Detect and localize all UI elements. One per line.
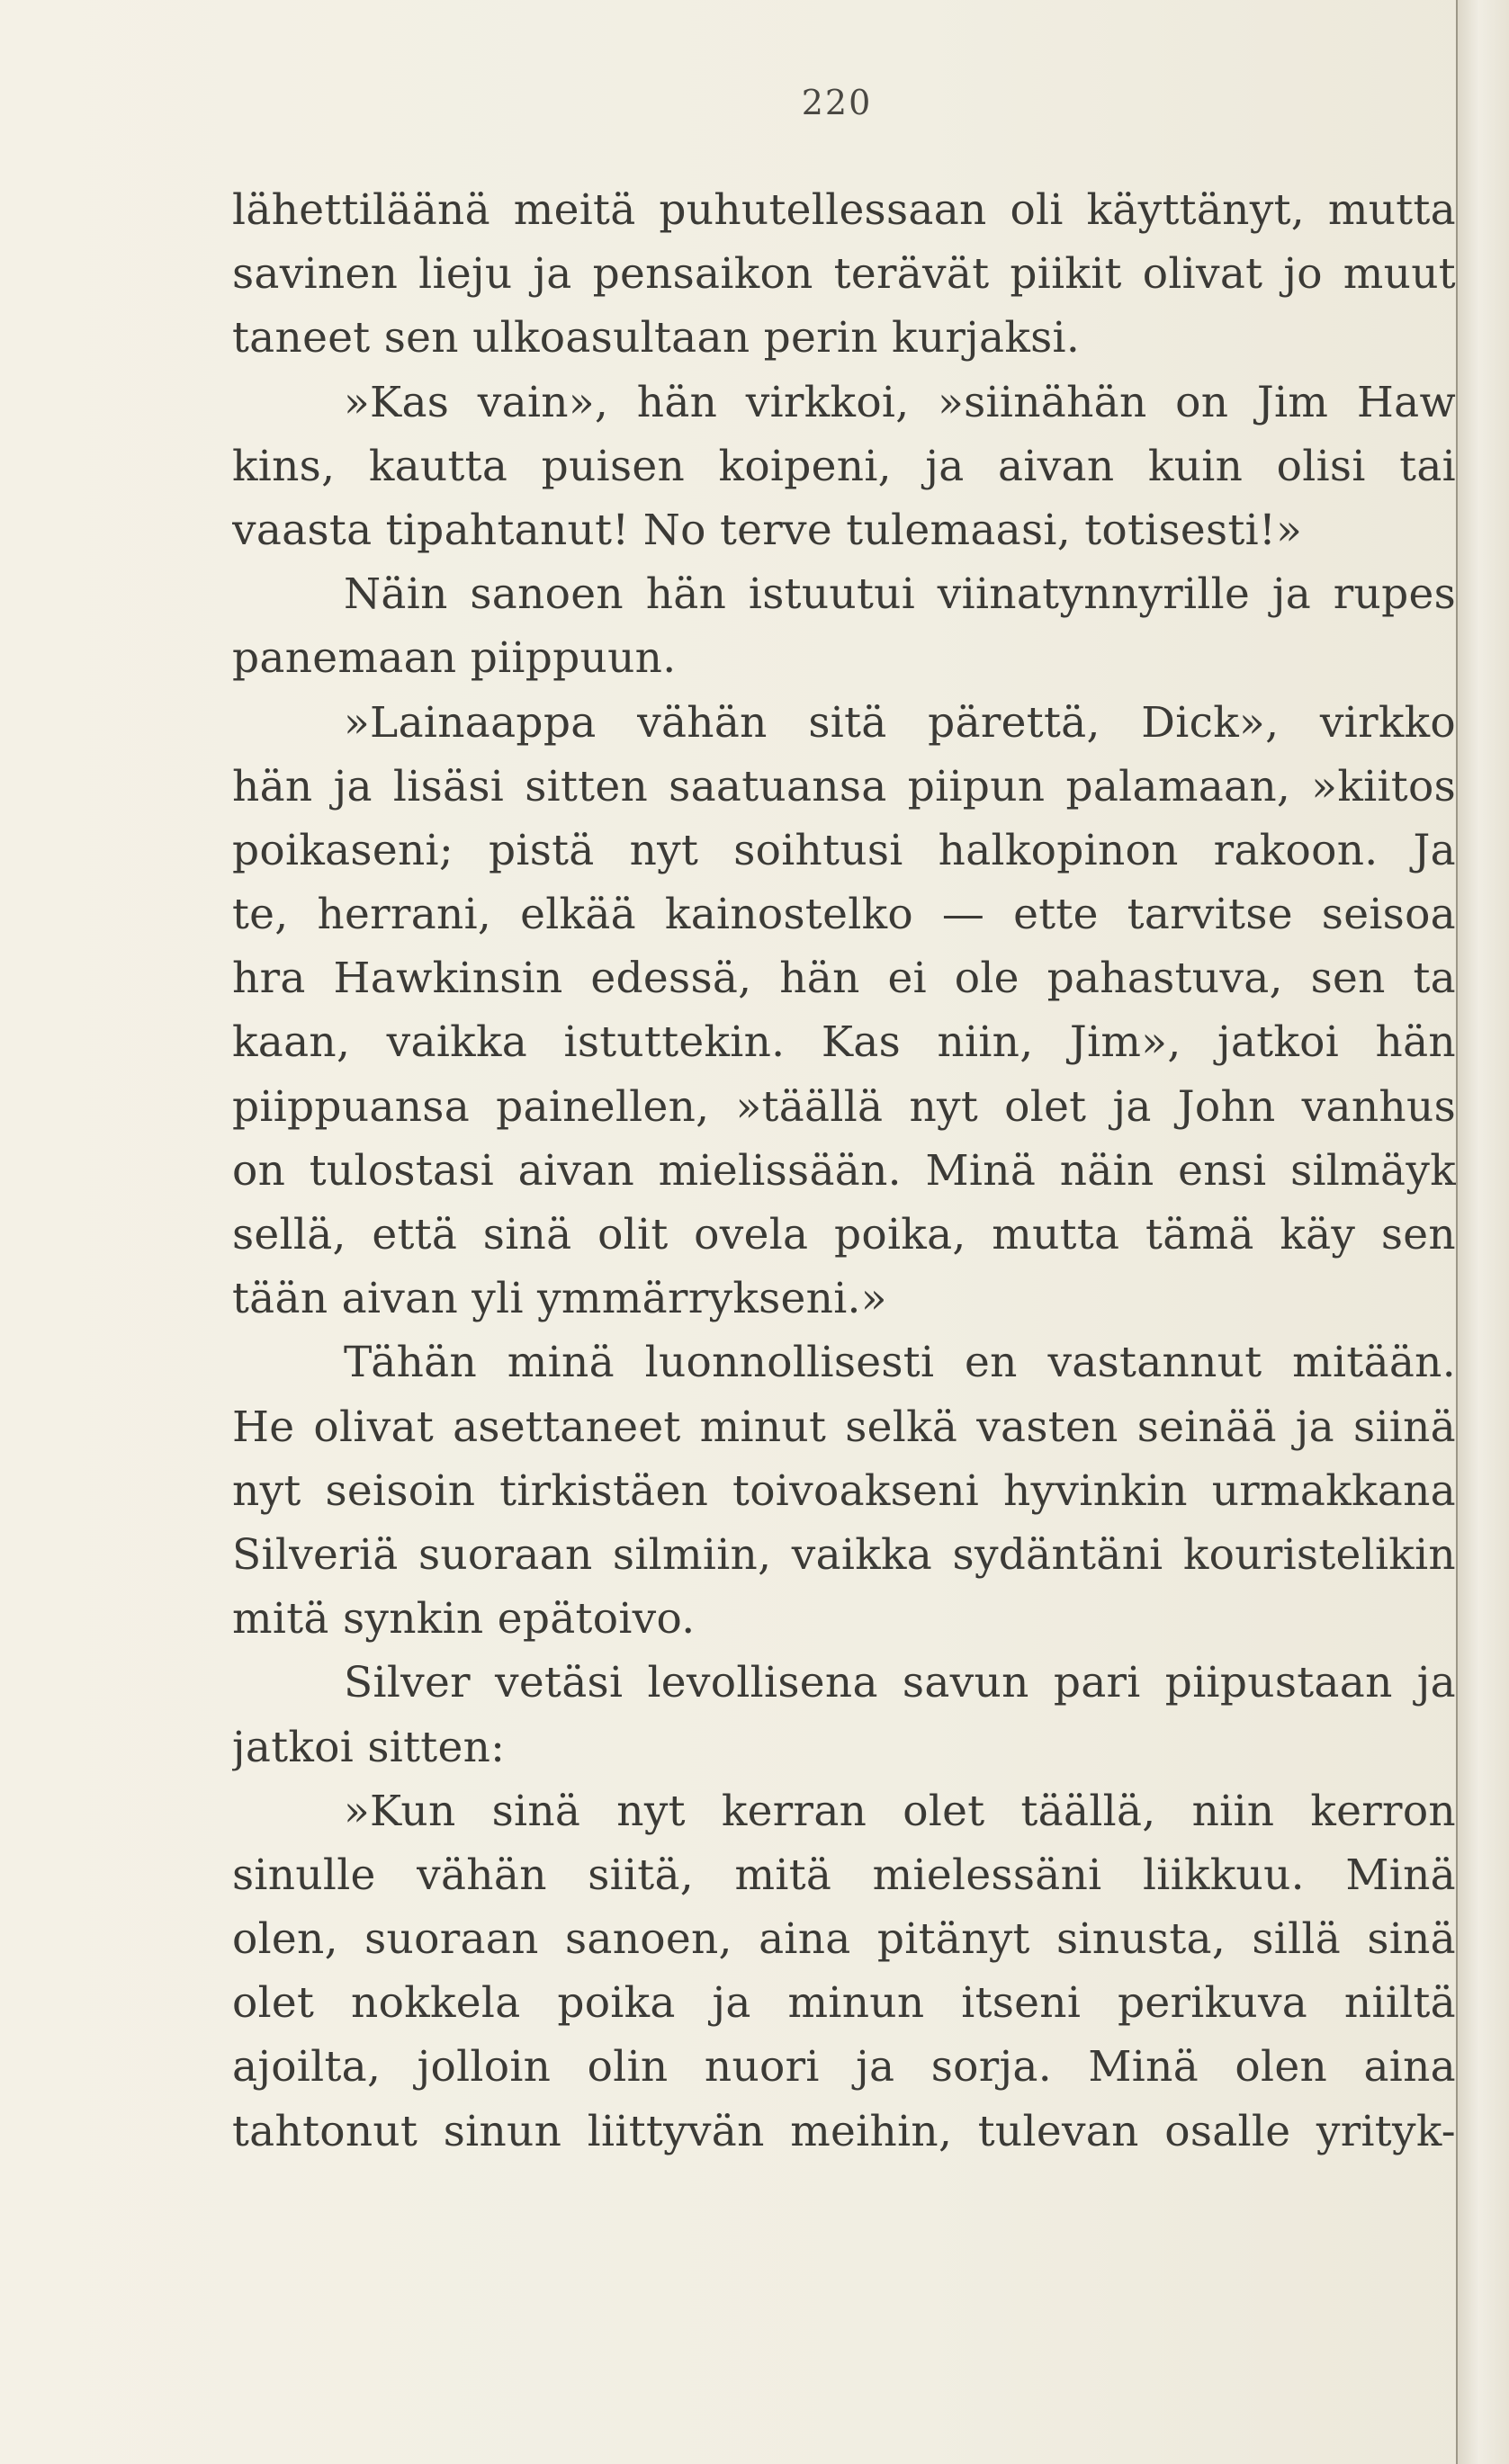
text-line: hra Hawkinsin edessä, hän ei ole pahastuva, sen ta <box>232 954 1456 1004</box>
text-line: tään aivan yli ymmärrykseni.» <box>232 1274 887 1324</box>
text-line: hän ja lisäsi sitten saatuansa piipun palamaan, »kiitos <box>232 761 1456 811</box>
text-line: Tähän minä luonnollisesti en vastannut mitään. <box>344 1338 1456 1388</box>
text-line: Silveriä suoraan silmiin, vaikka sydäntäni kouristelikin <box>232 1529 1456 1580</box>
text-line: »Kun sinä nyt kerran olet täällä, niin kerron <box>344 1786 1456 1836</box>
text-line: savinen lieju ja pensaikon terävät piikit olivat jo muut <box>232 249 1456 300</box>
text-line: poikaseni; pistä nyt soihtusi halkopinon rakoon. Ja <box>232 825 1456 875</box>
text-line: kaan, vaikka istuttekin. Kas niin, Jim», jatkoi hän <box>232 1017 1456 1068</box>
body-text <box>232 178 1456 2164</box>
text-line: olet nokkela poika ja minun itseni perikuva niiltä <box>232 1978 1456 2029</box>
text-line: »Kas vain», hän virkkoi, »siinähän on Jim Haw <box>344 377 1456 427</box>
text-line: on tulostasi aivan mielissään. Minä näin ensi silmäyk <box>232 1145 1456 1196</box>
text-line: sinulle vähän siitä, mitä mielessäni liikkuu. Minä <box>232 1850 1456 1900</box>
text-line: »Lainaappa vähän sitä pärettä, Dick», virkko <box>344 697 1456 748</box>
text-line: Silver vetäsi levollisena savun pari piipustaan ja <box>344 1658 1456 1708</box>
text-line: olen, suoraan sanoen, aina pitänyt sinusta, sillä sinä <box>232 1914 1456 1965</box>
text-line: te, herrani, elkää kainostelko — ette tarvitse seisoa <box>232 890 1456 940</box>
text-line: panemaan piippuun. <box>232 633 677 684</box>
text-line: taneet sen ulkoasultaan perin kurjaksi. <box>232 313 1081 363</box>
page-gutter <box>1456 0 1509 2464</box>
text-line: nyt seisoin tirkistäen toivoakseni hyvinkin urmakkana <box>232 1465 1456 1516</box>
text-line: vaasta tipahtanut! No terve tulemaasi, totisesti!» <box>232 505 1303 555</box>
text-line: tahtonut sinun liittyvän meihin, tulevan osalle yrityk- <box>232 2106 1456 2156</box>
text-line: kins, kautta puisen koipeni, ja aivan kuin olisi tai <box>232 441 1456 491</box>
text-line: mitä synkin epätoivo. <box>232 1594 696 1644</box>
page-number: 220 <box>801 83 873 122</box>
text-line: piippuansa painellen, »täällä nyt olet ja John vanhus <box>232 1081 1456 1132</box>
text-line: He olivat asettaneet minut selkä vasten seinää ja siinä <box>232 1402 1456 1452</box>
text-line: lähettiläänä meitä puhutellessaan oli käyttänyt, mutta <box>232 185 1456 235</box>
text-line: sellä, että sinä olit ovela poika, mutta tämä käy sen <box>232 1210 1456 1259</box>
text-line: ajoilta, jolloin olin nuori ja sorja. Minä olen aina <box>232 2042 1456 2092</box>
text-line: Näin sanoen hän istuutui viinatynnyrille ja rupes <box>344 569 1456 620</box>
text-line: jatkoi sitten: <box>232 1722 506 1772</box>
